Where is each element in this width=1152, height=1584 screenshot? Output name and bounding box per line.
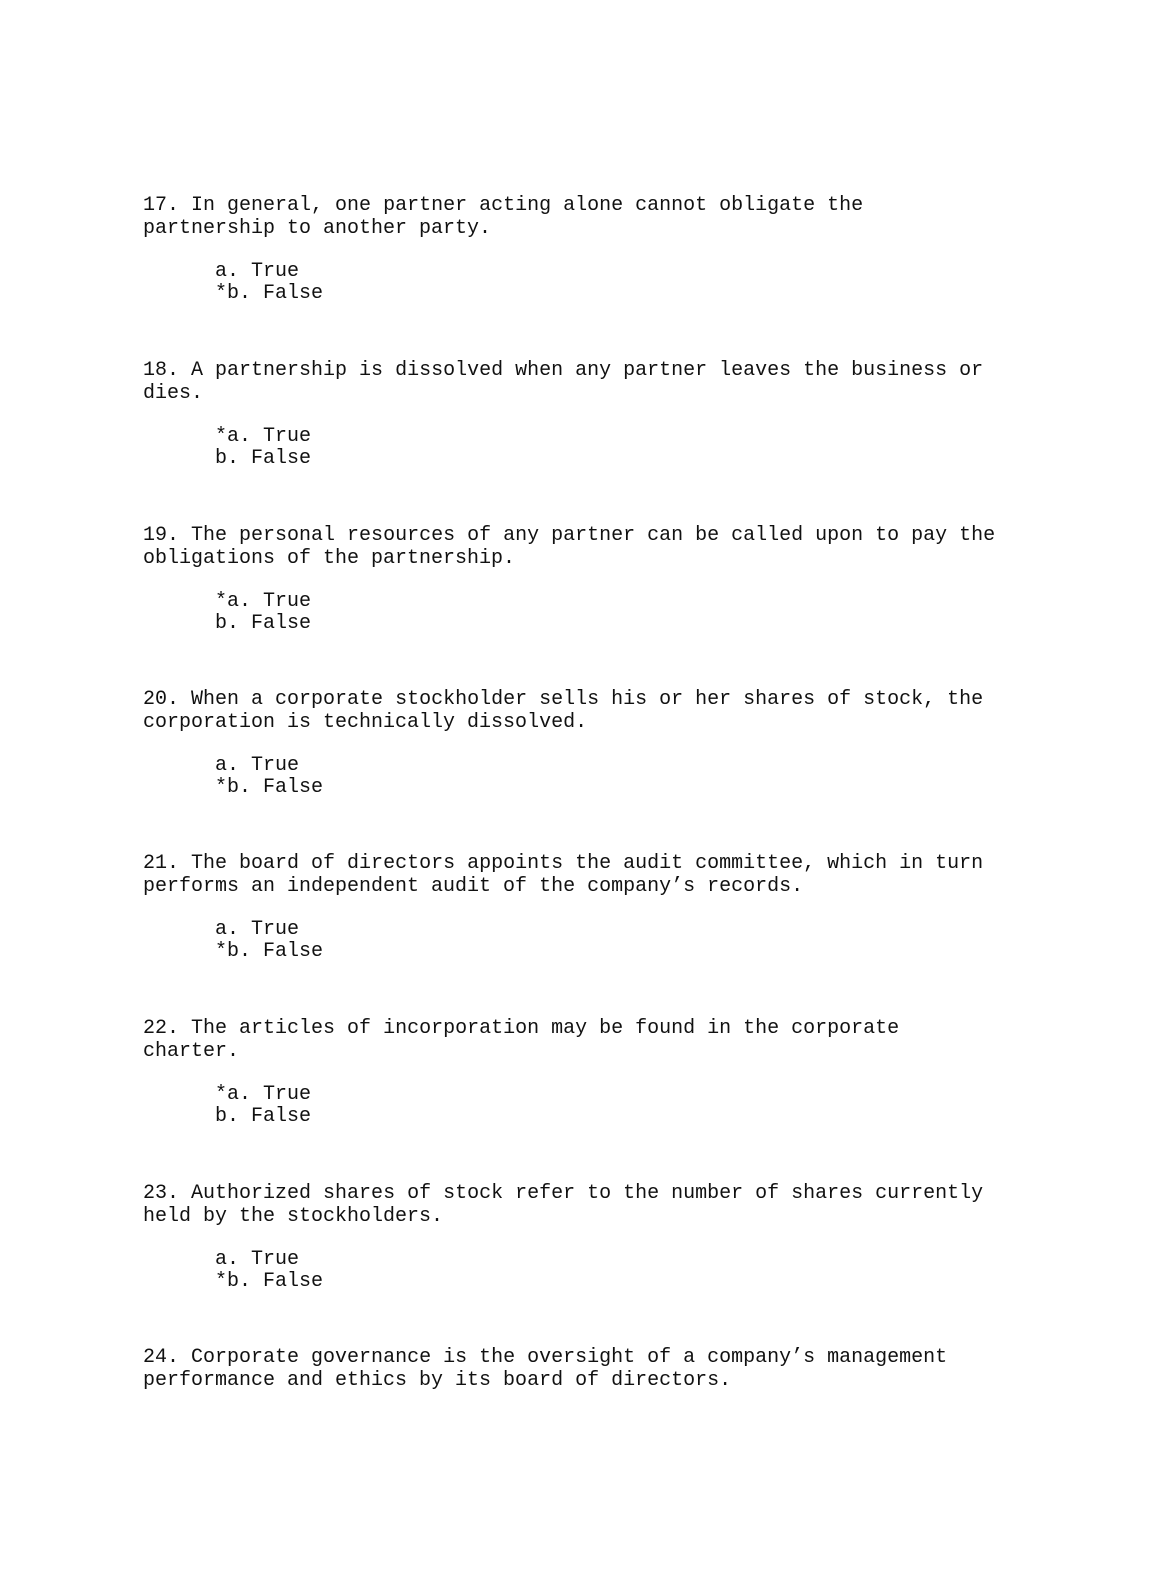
question-line-1: Corporate governance is the oversight of a company’s management bbox=[191, 1346, 948, 1369]
question-line-2: charter. bbox=[143, 1040, 240, 1063]
choice-a: a. True bbox=[215, 754, 300, 777]
question-line-2: corporation is technically dissolved. bbox=[143, 711, 588, 734]
question-number: 21. bbox=[143, 852, 180, 875]
question-line-2: obligations of the partnership. bbox=[143, 547, 516, 570]
answer-choices bbox=[143, 1084, 1023, 1128]
choice-a: a. True bbox=[215, 260, 300, 283]
question-number: 17. bbox=[143, 194, 180, 217]
choice-b: b. False bbox=[215, 1105, 312, 1128]
answer-choices bbox=[143, 755, 1023, 799]
question-line-2: partnership to another party. bbox=[143, 217, 492, 240]
question-17 bbox=[143, 194, 1023, 305]
answer-choices bbox=[143, 919, 1023, 963]
question-number: 24. bbox=[143, 1346, 180, 1369]
choice-a: *a. True bbox=[215, 425, 312, 448]
choice-a: *a. True bbox=[215, 590, 312, 613]
choice-b: *b. False bbox=[215, 282, 324, 305]
choice-b: *b. False bbox=[215, 1270, 324, 1293]
question-24 bbox=[143, 1346, 1023, 1392]
choice-a: *a. True bbox=[215, 1083, 312, 1106]
choice-b: b. False bbox=[215, 612, 312, 635]
answer-choices bbox=[143, 261, 1023, 305]
question-line-2: dies. bbox=[143, 382, 204, 405]
question-line-1: Authorized shares of stock refer to the number of shares currently bbox=[191, 1182, 984, 1205]
question-19 bbox=[143, 524, 1023, 635]
question-line-1: The articles of incorporation may be found in the corporate bbox=[191, 1017, 900, 1040]
question-line-2: held by the stockholders. bbox=[143, 1205, 444, 1228]
question-line-1: The board of directors appoints the audit committee, which in turn bbox=[191, 852, 984, 875]
question-line-2: performs an independent audit of the company’s records. bbox=[143, 875, 804, 898]
question-20 bbox=[143, 688, 1023, 799]
answer-choices bbox=[143, 591, 1023, 635]
question-18 bbox=[143, 359, 1023, 470]
choice-b: *b. False bbox=[215, 776, 324, 799]
question-23 bbox=[143, 1182, 1023, 1293]
choice-a: a. True bbox=[215, 918, 300, 941]
question-text bbox=[143, 1182, 1023, 1228]
choice-a: a. True bbox=[215, 1248, 300, 1271]
question-text bbox=[143, 524, 1023, 570]
question-line-1: When a corporate stockholder sells his or her shares of stock, the bbox=[191, 688, 984, 711]
choice-b: b. False bbox=[215, 447, 312, 470]
question-text bbox=[143, 1017, 1023, 1063]
question-text bbox=[143, 852, 1023, 898]
answer-choices bbox=[143, 1249, 1023, 1293]
question-text bbox=[143, 194, 1023, 240]
choice-b: *b. False bbox=[215, 940, 324, 963]
question-line-2: performance and ethics by its board of directors. bbox=[143, 1369, 732, 1392]
question-number: 18. bbox=[143, 359, 180, 382]
question-22 bbox=[143, 1017, 1023, 1128]
question-text bbox=[143, 688, 1023, 734]
question-number: 22. bbox=[143, 1017, 180, 1040]
question-number: 19. bbox=[143, 524, 180, 547]
question-number: 23. bbox=[143, 1182, 180, 1205]
question-line-1: In general, one partner acting alone cannot obligate the bbox=[191, 194, 864, 217]
question-text bbox=[143, 1346, 1023, 1392]
question-line-1: The personal resources of any partner can be called upon to pay the bbox=[191, 524, 996, 547]
question-text bbox=[143, 359, 1023, 405]
question-21 bbox=[143, 852, 1023, 963]
answer-choices bbox=[143, 426, 1023, 470]
question-line-1: A partnership is dissolved when any partner leaves the business or bbox=[191, 359, 984, 382]
question-number: 20. bbox=[143, 688, 180, 711]
